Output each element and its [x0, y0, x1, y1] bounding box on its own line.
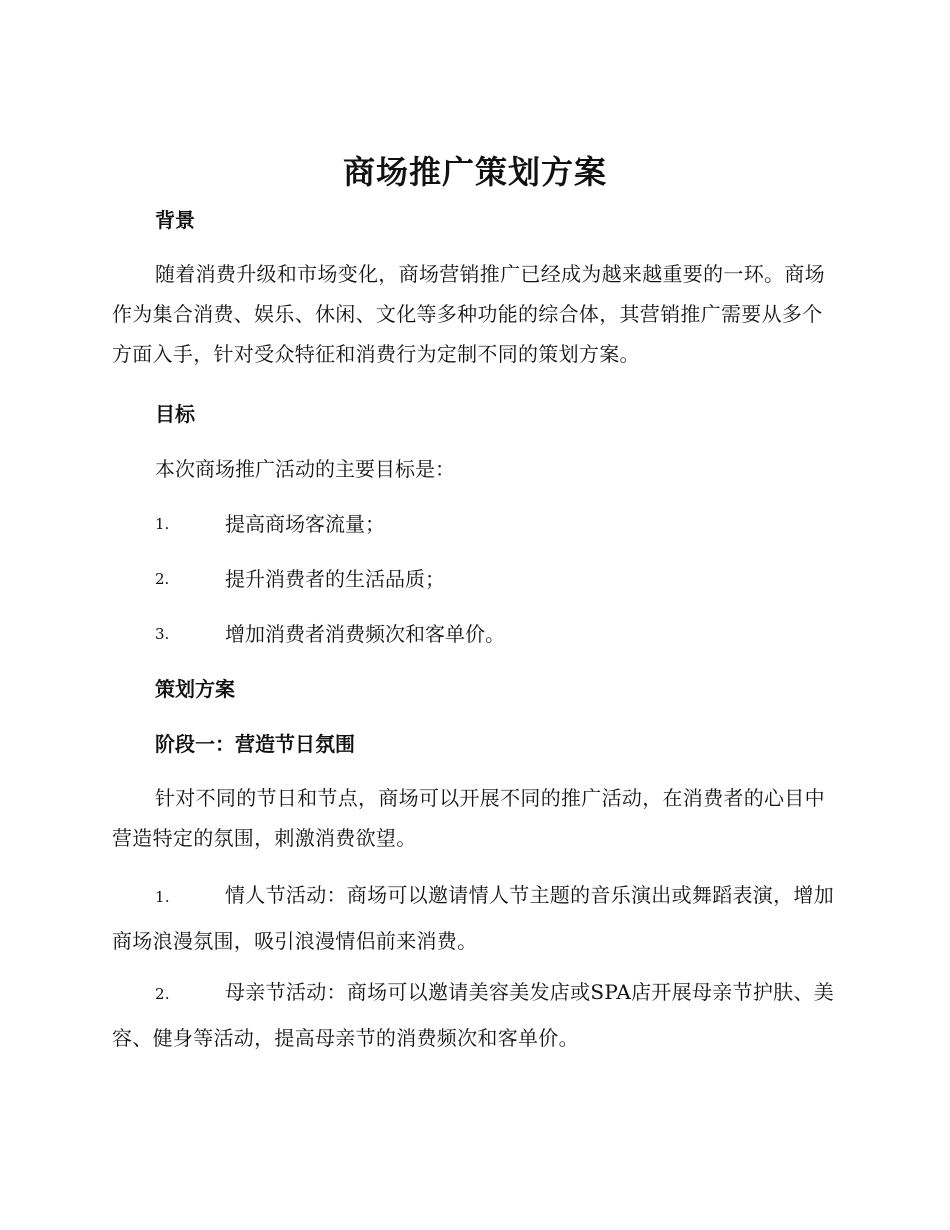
background-paragraph: 随着消费升级和市场变化，商场营销推广已经成为越来越重要的一环。商场作为集合消费、娱乐、休闲、文化等多种功能的综合体，其营销推广需要从多个方面入手，针对受众特征和消费行为定制不同的策划方案。 [112, 262, 825, 366]
list-text: 提升消费者的生活品质； [225, 567, 445, 591]
section-heading-plan: 策划方案 [155, 677, 235, 701]
list-item [112, 873, 842, 963]
list-item [155, 564, 445, 594]
list-text: 情人节活动：商场可以邀请情人节主题的音乐演出或舞蹈表演，增加商场浪漫氛围，吸引浪漫情侣前来消费。 [112, 883, 834, 953]
subsection-heading-stage1: 阶段一：营造节日氛围 [155, 732, 355, 756]
list-number: 1. [155, 888, 170, 906]
list-item [112, 970, 842, 1060]
goals-intro: 本次商场推广活动的主要目标是： [155, 457, 455, 481]
list-item [155, 619, 505, 649]
list-number: 3. [155, 625, 170, 643]
list-item [155, 509, 385, 539]
list-text: 母亲节活动：商场可以邀请美容美发店或SPA店开展母亲节护肤、美容、健身等活动，提高母亲节的消费频次和客单价。 [112, 980, 835, 1050]
stage1-paragraph: 针对不同的节日和节点，商场可以开展不同的推广活动，在消费者的心目中营造特定的氛围，刺激消费欲望。 [112, 786, 825, 850]
list-number: 2. [155, 570, 170, 588]
list-number: 1. [155, 515, 170, 533]
list-text: 提高商场客流量； [225, 512, 385, 536]
section-heading-goals: 目标 [155, 402, 195, 426]
document-title: 商场推广策划方案 [342, 153, 607, 191]
list-number: 2. [155, 985, 170, 1003]
section-heading-background: 背景 [155, 208, 195, 232]
list-text: 增加消费者消费频次和客单价。 [225, 622, 505, 646]
